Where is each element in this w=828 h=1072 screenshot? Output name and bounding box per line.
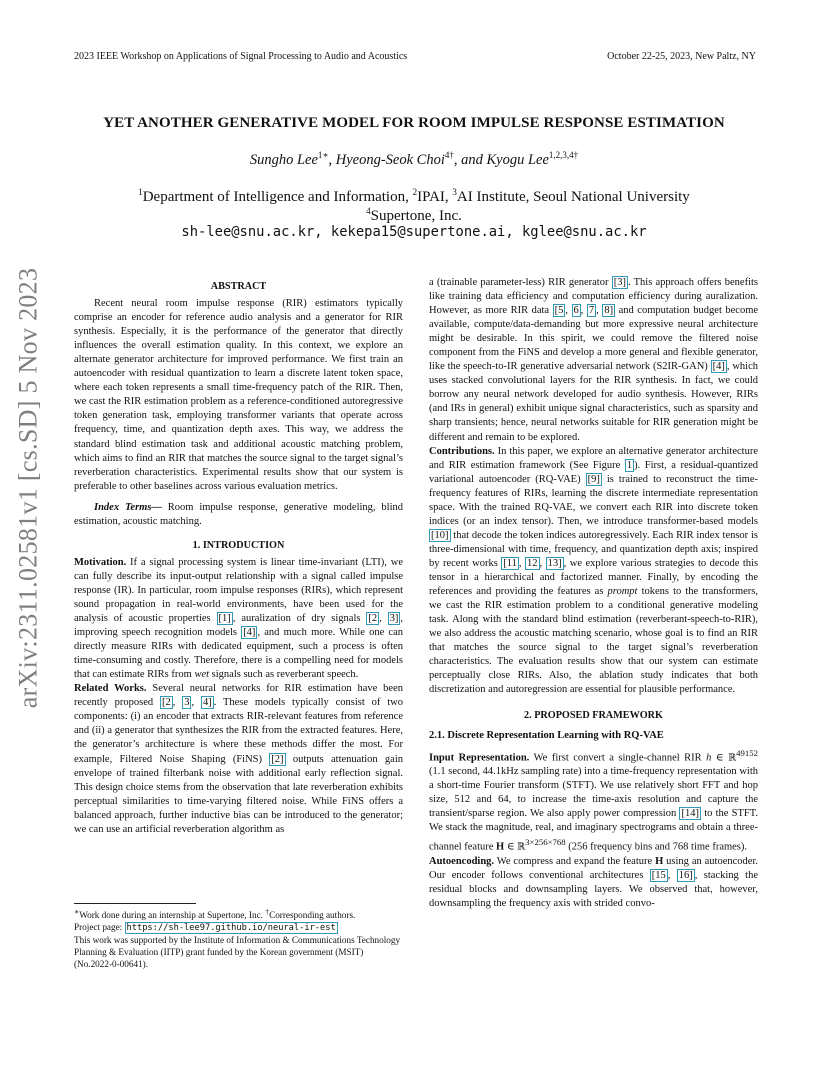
affiliation-1: Department of Intelligence and Information, (142, 189, 409, 205)
affiliation-3: AI Institute, Seoul National University (456, 189, 690, 205)
contributions-label: Contributions. (429, 445, 495, 457)
footnote-internship: Work done during an internship at Supertone, Inc. (79, 910, 263, 921)
author-1: Sungho Lee (249, 151, 318, 168)
motivation-paragraph: Motivation. If a signal processing system is linear time-invariant (LTI), we can fully describe its input-output relationship with a signal called impulse response (IR). In particular, room impulse responses (RIRs), which represent sound propagation in real-world environments, have been used for the analysis of acoustic properties [1] , auralization of dry signals [2 , 3] , improving speech recognition models [4] , and much more. While one can directly measure RIRs with dedicated equipment, such a process is often time-consuming and costly. Therefore, there is a compelling need for models that can estimate RIRs from wet signals such as reverberant speech. (74, 556, 404, 681)
contributions-paragraph: Contributions. In this paper, we explore an alternative generator architecture and RIR estimation framework (See Figure 1 ). First, a residual-quantized variational autoencoder (RQ-VAE) [9] is trained to reconstruct the time-frequency features of RIRs, learning the discrete intermediate representation space. With the trained RQ-VAE, we convert each RIR into discrete token indices (or an index tensor). Then, we introduce transformer-based models [10] that decode the token indices autoregressively. Each RIR index tensor is three-dimensional with time, frequency, and quantization depth axis; inspired by recent works [11 , 12 , 13] , we explore various strategies to decode this tensor in a hierarchical and factorized manner. Finally, by encoding the references and providing the features as prompt tokens to the transformers, we cast the RIR estimation problem to a conditional generative modeling task. Along with the standard blind estimation (reverberant-speech-to-RIR), we also address the acoustic matching scenario, whose goal is to find an RIR that matches the source signal to the target signal’s reverberation characteristics. The evaluation results show that our system can estimate perceptually close RIRs. Also, the ablation study indicates that both discretization and autoregression are essential for plausible performance. (429, 445, 759, 696)
intro-continuation: a (trainable parameter-less) RIR generator [3] . This approach offers benefits like training data efficiency and computation efficiency during auralization. However, as more RIR data [5 , 6 , 7 , 8] and computation budget become available, compute/data-demanding but more expressive neural architecture might be desirable. In this spirit, we could remove the filtered noise component from the FiNS and develop a more general and flexible generator, like the speech-to-IR generative adversarial network (S2IR-GAN) [4] , which uses stacked convolutional layers for the RIR synthesis. In fact, we could borrow any neural network developed for audio synthesis. However, RIRs (and IRs in general) exhibit unique signal characteristics, such as sparsity and sharp transients; hence, neural networks suitable for RIR generation might be different and remain to be explored. (429, 277, 759, 443)
abstract-heading: ABSTRACT (210, 281, 267, 292)
author-3-mark: 1,2,3,4† (548, 150, 579, 160)
autoencoding-label: Autoencoding. (429, 855, 495, 867)
motivation-label: Motivation. (74, 556, 127, 568)
running-header-left: 2023 IEEE Workshop on Applications of Signal Processing to Audio and Acoustics (74, 51, 408, 62)
paper-title: YET ANOTHER GENERATIVE MODEL FOR ROOM IMPULSE RESPONSE ESTIMATION (103, 115, 725, 131)
affiliation-4: Supertone, Inc. (370, 208, 462, 224)
running-header-right: October 22-25, 2023, New Paltz, NY (607, 51, 756, 62)
affiliation-line-2: $^4$Supertone, Inc. (366, 206, 462, 224)
footnote-corresponding: Corresponding authors. (269, 910, 356, 921)
related-works-paragraph: Related Works. Several neural networks for RIR estimation have been recently proposed [2 , 3 , 4] . These models typically consist of two components: (i) an encoder that extracts RIR-relevant features from reference and (ii) a generator that synthesizes the RIR from the extracted features. Here, the generator’s architecture is where these methods differ the most. For example, Filtered Noise Shaping (FiNS) [2] outputs attenuation gain envelope of trained filterbank noise with additional early reflection signal. This design choice stems from the observation that late reverberation exhibits perceptual similarities to time-varying filtered noise. While FiNS offers a balanced approach, further inductive bias can be introduced to the generator; we can use an artificial reverberation algorithm as (74, 683, 404, 835)
right-column (429, 276, 758, 911)
left-column (74, 276, 403, 837)
arxiv-stamp (3, 267, 53, 708)
input-representation-paragraph: Input Representation. We first convert a single-channel RIR h ∈ ℝ$^{49152}$ (1.1 second, 44.1kHz sampling rate) into a time-frequency representation with a short-time Fourier transform (STFT). We use relatively short FFT and hop size, 512 and 64, to increase the time-axis resolution and capture the transient/sparse region. We also apply power compression [14] to the STFT. We stack the magnitude, real, and imaginary spectrograms and obtain a three-channel feature H ∈ ℝ$^{3\times 256\times 768}$ (256 frequency bins and 768 time frames). (429, 747, 759, 853)
affiliation-2: IPAI, (417, 189, 449, 205)
author-2-mark: 4† (444, 150, 454, 160)
autoencoding-paragraph: Autoencoding. We compress and expand the feature H using an autoencoder. Our encoder follows conventional architectures [15 , 16] , stacking the residual blocks and downsampling layers. We observed that, however, downsampling the frequency axis with strided convo- (429, 855, 758, 909)
author-emails: sh-lee@snu.ac.kr, kekepa15@supertone.ai, kglee@snu.ac.kr (181, 224, 647, 240)
project-page-link[interactable]: https://sh-lee97.github.io/neural-ir-est (126, 923, 336, 934)
framework-heading: 2. PROPOSED FRAMEWORK (524, 710, 663, 722)
index-terms (74, 501, 403, 529)
intro-heading: 1. INTRODUCTION (192, 539, 285, 551)
footnote-rule (74, 903, 196, 904)
index-terms-label: Index Terms— (94, 501, 162, 513)
related-works-label: Related Works. (74, 683, 147, 695)
author-3: Kyogu Lee (486, 151, 549, 168)
author-2: Hyeong-Seok Choi (335, 151, 445, 168)
index-terms-text: Room impulse response, generative modeling, blind estimation, acoustic matching. (74, 501, 403, 527)
footnote: ∗Work done during an internship at Supertone, Inc. †Corresponding authors. Project page: https://sh-lee97.github.io/neural-ir-est This work was supported by the Institute of Information & Communications Technology Planning & Evaluation (IITP) grant funded by the Korean government (MSIT) (No.2022-0-00641). (74, 906, 403, 971)
abstract-body: Recent neural room impulse response (RIR) estimators typically comprise an encoder for reference audio analysis and a generator for RIR synthesis. Especially, it is the performance of the generator that directly influences the overall estimation quality. In this context, we explore an alternate generator architecture for improved performance. We first train an autoencoder with residual quantization to learn a discrete latent token space, where each token represents a small time-frequency patch of the RIR. Then, we cast the RIR estimation problem as a reference-conditioned autoregressive token generation task, employing transformer variants that operate across frequency, time, and quantization depth axes. This way, we address the standard blind estimation task and additional acoustic matching problem, which aims to find an RIR that matches the source signal to the target signal’s reverberation characteristics. Experimental results show that our system is preferable to other baselines across various evaluation metrics. (74, 298, 403, 492)
input-representation-label: Input Representation. (429, 752, 530, 763)
arxiv-stamp-text: arXiv:2311.02581v1 [cs.SD] 5 Nov 2023 (13, 267, 43, 708)
author-1-mark: 1∗ (317, 150, 329, 160)
author-conjunction: and (461, 151, 483, 168)
author-list: Sungho Lee$^{1∗}$, Hyeong-Seok Choi$^{4\dagger}$, and Kyogu Lee$^{1,2,3,4\dagger}$ (249, 150, 579, 168)
subsection-2-1-heading: 2.1. Discrete Representation Learning with RQ-VAE (429, 730, 664, 742)
project-page-label: Project page: (74, 922, 123, 933)
funding-note: This work was supported by the Institute of Information & Communications Technology Planning & Evaluation (IITP) grant funded by the Korean government (MSIT) (No.2022-0-00641). (74, 935, 401, 970)
affiliation-line-1: $^1$Department of Intelligence and Information, $^2$IPAI, $^3$AI Institute, Seoul National University (138, 187, 690, 205)
